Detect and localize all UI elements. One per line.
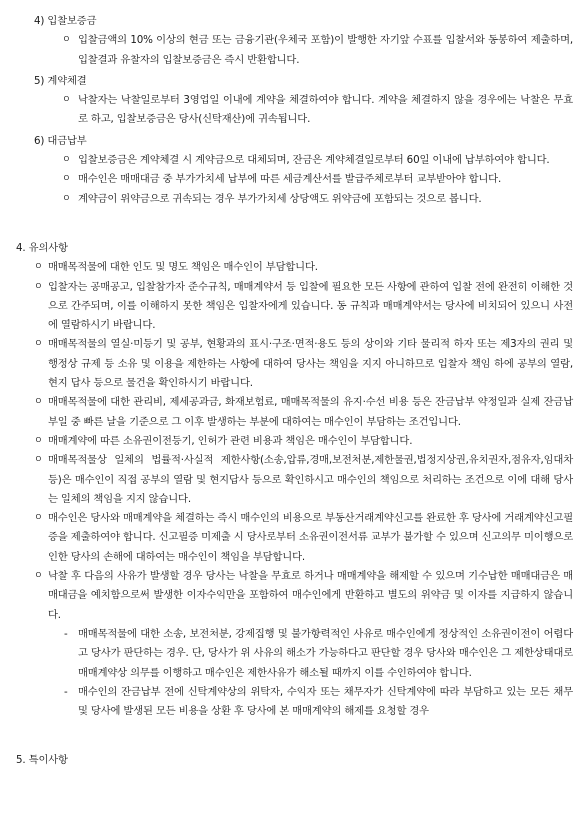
section-precautions — [16, 239, 573, 721]
list-item — [62, 91, 573, 130]
bullet-mark: ㅇ — [62, 155, 71, 166]
list-item — [34, 451, 573, 509]
bullet-mark: ㅇ — [62, 35, 71, 46]
bullet-list — [34, 31, 573, 70]
dash-item-text: 매매목적물에 대한 소송, 보전처분, 강제집행 및 불가항력적인 사유로 매수인에게 정상적인 소유권이전이 어렵다고 당사가 판단하는 경우. 단, 당사가 위 사유의 해소가 가능하다고 판단할 경우 당사와 매수인은 그 제한상태대로 매매계약상 의무를 이행하고 매수인은 제한사유가 해소될 때까지 이를 수인하여야 합니다. — [78, 627, 573, 679]
subsection-deposit — [34, 12, 573, 70]
bullet-mark: ㅇ — [34, 435, 43, 446]
dash-item-text: 매수인의 잔금납부 전에 신탁계약상의 위탁자, 수익자 또는 채무자가 신탁계약에 따라 부담하고 있는 모든 채무 및 당사에 발생된 모든 비용을 상환 후 당사에 본 매매계약의 해제를 요청할 경우 — [78, 685, 573, 718]
bullet-list — [34, 91, 573, 130]
bullet-mark: ㅇ — [34, 571, 43, 582]
list-item — [62, 170, 573, 189]
bullet-mark: ㅇ — [34, 339, 43, 350]
bullet-list — [34, 151, 573, 209]
list-item — [34, 393, 573, 432]
list-item-text: 매수인은 당사와 매매계약을 체결하는 즉시 매수인의 비용으로 부동산거래계약신고를 완료한 후 당사에 거래계약신고필증을 제출하여야 합니다. 신고필증 미제출 시 당사로부터 소유권이전서류 교부가 불가할 수 있으며 신고의무 미이행으로 인한 당사의 손해에 대하여는 매수인이 책임을 부담합니다. — [48, 512, 573, 563]
section-heading: 4. 유의사항 — [16, 241, 68, 254]
list-item-text: 매매목적물의 열실·미등기 및 공부, 현황과의 표시·구조·면적·용도 등의 상이와 기타 물리적 하자 또는 제3자의 권리 및 행정상 규제 등 소유 및 이용을 제한하는 사항에 대하여 당사는 책임을 지지 아니하므로 입찰자 책임 하에 공부의 열람, 현지 답사 등으로 물건을 확인하시기 바랍니다. — [48, 338, 573, 390]
list-item-text: 낙찰자는 낙찰일로부터 3영업일 이내에 계약을 체결하여야 합니다. 계약을 체결하지 않을 경우에는 낙찰은 무효로 하고, 입찰보증금은 당사(신탁재산)에 귀속됩니다. — [78, 94, 573, 126]
list-item-text: 입찰보증금은 계약체결 시 계약금으로 대체되며, 잔금은 계약체결일로부터 60일 이내에 납부하여야 합니다. — [78, 154, 550, 167]
bullet-mark: ㅇ — [62, 174, 71, 185]
list-item — [62, 151, 573, 170]
list-item — [62, 190, 573, 209]
list-item-text: 매수인은 매매대금 중 부가가치세 납부에 따른 세금계산서를 발급주체로부터 교부받아야 합니다. — [78, 173, 502, 186]
list-item — [34, 258, 573, 277]
bullet-mark: ㅇ — [34, 397, 43, 408]
bullet-mark: ㅇ — [62, 193, 71, 204]
list-item-text: 매매목적물에 대한 인도 및 명도 책임은 매수인이 부담합니다. — [48, 261, 318, 274]
list-item-text: 계약금이 위약금으로 귀속되는 경우 부가가치세 상당액도 위약금에 포함되는 것으로 봅니다. — [78, 192, 482, 205]
subsection-heading: 4) 입찰보증금 — [34, 15, 97, 27]
list-item-text: 입찰자는 공매공고, 입찰참가자 준수규칙, 매매계약서 등 입찰에 필요한 모든 사항에 관하여 입찰 전에 완전히 이해한 것으로 간주되며, 이를 이해하지 못한 책임은 입찰자에게 있습니다. 동 규칙과 매매계약서는 당사에 비치되어 있으니 사전에 열람하시기 바랍니다. — [48, 280, 573, 332]
bullet-list — [16, 258, 573, 625]
list-item-text: 매매계약에 따른 소유권이전등기, 인허가 관련 비용과 책임은 매수인이 부담합니다. — [48, 434, 413, 447]
dash-item — [64, 683, 573, 722]
bullet-mark: ㅇ — [34, 455, 43, 466]
bullet-mark: ㅇ — [34, 281, 43, 292]
list-item-text: 낙찰 후 다음의 사유가 발생할 경우 당사는 낙찰을 무효로 하거나 매매계약을 해제할 수 있으며 기수납한 매매대금은 매매대금을 예치함으로써 발생한 이자수익만을 포함하여 매수인에게 반환하고 별도의 위약금 및 이자를 지급하지 않습니다. — [48, 570, 573, 621]
list-item — [34, 567, 573, 625]
list-item — [34, 432, 573, 451]
list-item — [34, 335, 573, 393]
spacer — [16, 721, 573, 741]
list-item-text: 매매목적물상 일체의 법률적·사실적 제한사항(소송,압류,경매,보전처분,제한물권,법정지상권,유치권자,점유자,임대차 등)은 매수인이 직접 공부의 열람 및 현지답사 등으로 확인하시고 매수인의 책임으로 처리하는 조건으로 이에 대해 당사는 일체의 책임을 지지 않습니다. — [48, 454, 573, 505]
subsection-payment — [34, 132, 573, 209]
subsection-contract — [34, 72, 573, 130]
list-item — [34, 509, 573, 567]
section-heading-special-notes: 5. 특이사항 — [16, 754, 68, 767]
list-item-text: 입찰금액의 10% 이상의 현금 또는 금융기관(우체국 포함)이 발행한 자기앞 수표를 입찰서와 동봉하여 제출하며, 입찰결과 유찰자의 입찰보증금은 즉시 반환합니다. — [78, 34, 573, 66]
dash-mark: - — [64, 685, 68, 698]
dash-item — [64, 625, 573, 683]
dash-list — [16, 625, 573, 721]
subsection-heading: 5) 계약체결 — [34, 74, 87, 87]
bullet-mark: ㅇ — [62, 95, 71, 106]
bullet-mark: ㅇ — [34, 262, 43, 273]
list-item — [62, 31, 573, 70]
dash-mark: - — [64, 627, 68, 640]
bullet-mark: ㅇ — [34, 513, 43, 524]
subsection-heading: 6) 대금납부 — [34, 134, 87, 147]
list-item-text: 매매목적물에 대한 관리비, 제세공과금, 화재보험료, 매매목적물의 유지·수선 비용 등은 잔금납부 약정일과 실제 잔금납부일 중 빠른 날을 기준으로 그 이후 발생하는 부분에 대하여는 매수인이 부담하는 조건입니다. — [48, 396, 573, 428]
spacer — [16, 209, 573, 229]
list-item — [34, 278, 573, 336]
